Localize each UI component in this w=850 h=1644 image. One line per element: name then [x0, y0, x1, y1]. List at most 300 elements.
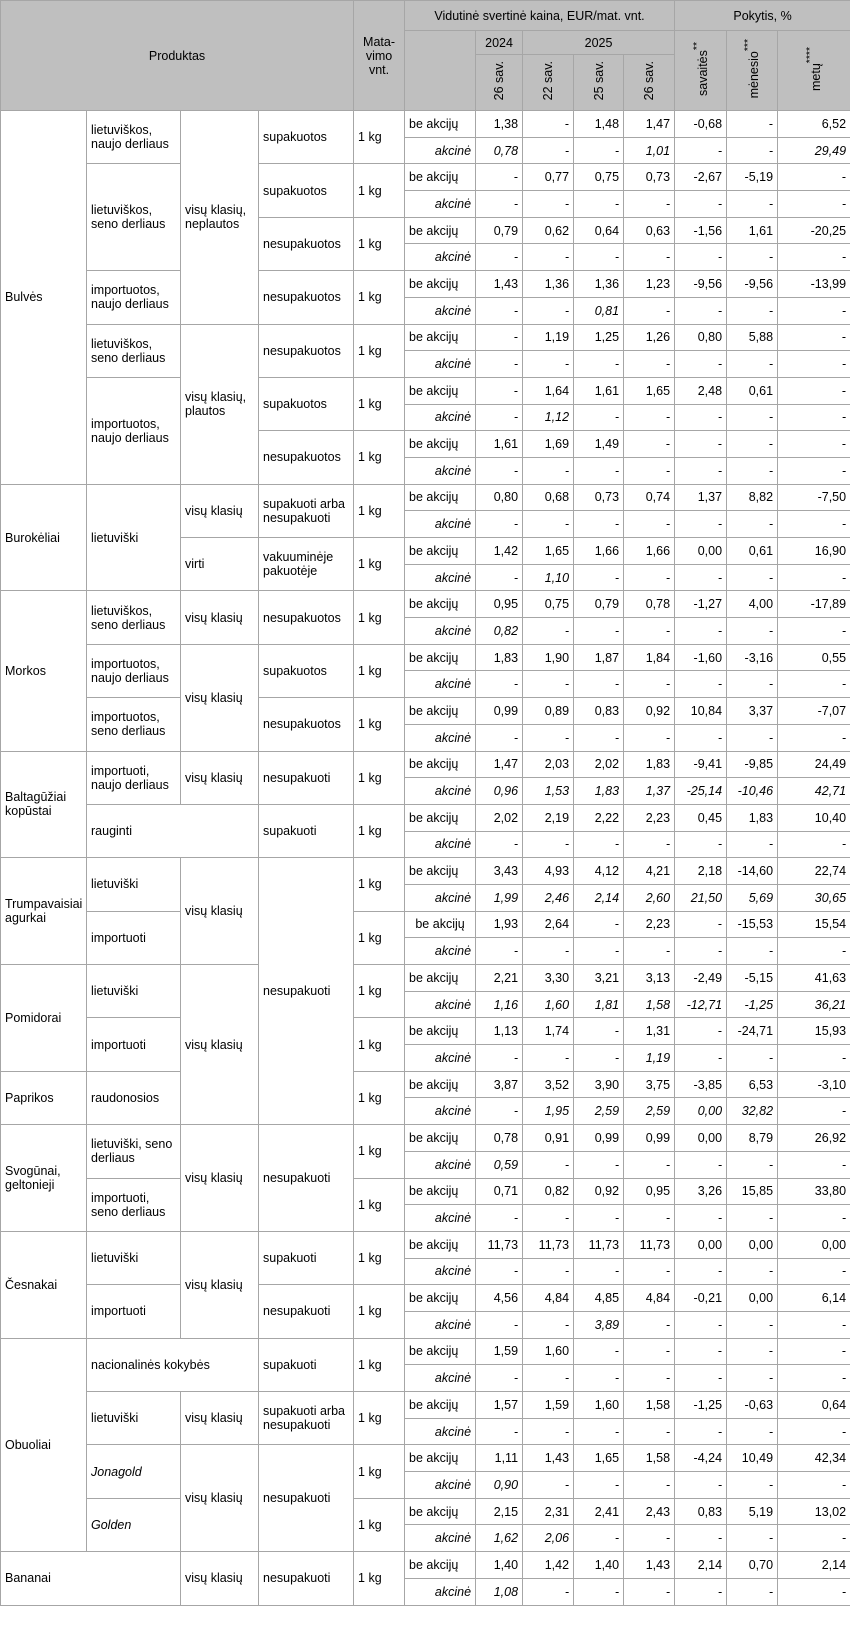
price-2024-w26: 0,80: [476, 484, 523, 511]
price-2025-w22: 2,06: [523, 1525, 574, 1552]
change-week: -9,56: [675, 271, 727, 298]
price-2025-w25: 4,85: [574, 1285, 624, 1312]
price-2025-w26: 0,74: [624, 484, 675, 511]
change-week: -: [675, 1365, 727, 1392]
price-type-be-akciju: be akcijų: [405, 431, 476, 458]
change-month: 5,19: [727, 1498, 778, 1525]
price-2025-w26: 11,73: [624, 1231, 675, 1258]
change-year: -: [778, 1311, 850, 1338]
price-2025-w22: 1,53: [523, 778, 574, 805]
price-type-akcine: akcinė: [405, 831, 476, 858]
change-month: -: [727, 511, 778, 538]
change-week: -1,27: [675, 591, 727, 618]
price-2024-w26: 1,99: [476, 884, 523, 911]
change-year: -3,10: [778, 1071, 850, 1098]
change-year: -: [778, 1418, 850, 1445]
change-month: -: [727, 1151, 778, 1178]
change-year: -: [778, 244, 850, 271]
origin-cell: importuoti: [87, 911, 181, 964]
price-2025-w25: -: [574, 191, 624, 218]
header-matavimo-line2: vimo: [365, 48, 393, 63]
price-2025-w22: 2,31: [523, 1498, 574, 1525]
change-year: -7,07: [778, 698, 850, 725]
change-month: -: [727, 351, 778, 378]
price-2024-w26: 4,56: [476, 1285, 523, 1312]
price-2025-w25: -: [574, 938, 624, 965]
origin-cell: importuoti, seno derliaus: [87, 1178, 181, 1231]
price-2024-w26: -: [476, 1365, 523, 1392]
price-type-akcine: akcinė: [405, 671, 476, 698]
origin-cell: raudonosios: [87, 1071, 181, 1124]
change-year: -: [778, 511, 850, 538]
packaging-cell: supakuoti: [259, 1231, 354, 1284]
header-matavimo-line3: vnt.: [368, 62, 390, 77]
price-2024-w26: 1,93: [476, 911, 523, 938]
price-2025-w25: 3,89: [574, 1311, 624, 1338]
price-type-akcine: akcinė: [405, 191, 476, 218]
price-2025-w26: -: [624, 1472, 675, 1499]
price-2025-w22: -: [523, 618, 574, 645]
price-2025-w22: 1,42: [523, 1552, 574, 1579]
change-month: 0,61: [727, 377, 778, 404]
price-2024-w26: -: [476, 164, 523, 191]
price-2025-w26: 0,92: [624, 698, 675, 725]
price-2025-w26: -: [624, 1365, 675, 1392]
price-type-be-akciju: be akcijų: [405, 1552, 476, 1579]
price-type-be-akciju: be akcijų: [405, 111, 476, 138]
price-2025-w22: -: [523, 511, 574, 538]
price-2025-w26: -: [624, 938, 675, 965]
price-2025-w25: 2,41: [574, 1498, 624, 1525]
table-row: [1, 911, 850, 938]
packaging-cell: supakuotos: [259, 111, 354, 164]
change-year: -: [778, 164, 850, 191]
price-2025-w25: 4,12: [574, 858, 624, 885]
origin-cell: lietuviškos, seno derliaus: [87, 324, 181, 377]
table-row: [1, 1498, 850, 1525]
change-month: -15,53: [727, 911, 778, 938]
price-2024-w26: 2,21: [476, 965, 523, 992]
price-2025-w25: -: [574, 244, 624, 271]
change-week: 0,00: [675, 538, 727, 565]
price-2025-w26: -: [624, 191, 675, 218]
packaging-cell: vakuuminėje pakuotėje: [259, 538, 354, 591]
table-row: [1, 111, 850, 138]
price-2025-w25: 0,64: [574, 217, 624, 244]
price-2025-w26: -: [624, 511, 675, 538]
header-metu-label: metų: [809, 63, 824, 91]
price-2024-w26: -: [476, 1311, 523, 1338]
change-month: 15,85: [727, 1178, 778, 1205]
price-type-akcine: akcinė: [405, 1151, 476, 1178]
price-2025-w26: 1,58: [624, 991, 675, 1018]
change-year: 26,92: [778, 1125, 850, 1152]
price-2025-w25: 1,65: [574, 1445, 624, 1472]
packaging-cell: nesupakuotos: [259, 271, 354, 324]
price-type-be-akciju: be akcijų: [405, 377, 476, 404]
unit-cell: 1 kg: [354, 431, 405, 484]
price-2025-w22: 0,62: [523, 217, 574, 244]
price-type-akcine: akcinė: [405, 1098, 476, 1125]
price-2024-w26: -: [476, 191, 523, 218]
change-year: -: [778, 1578, 850, 1605]
unit-cell: 1 kg: [354, 698, 405, 751]
price-type-be-akciju: be akcijų: [405, 217, 476, 244]
change-year: -: [778, 1151, 850, 1178]
header-year-2025: 2025: [523, 31, 675, 55]
price-type-be-akciju: be akcijų: [405, 1285, 476, 1312]
change-month: -: [727, 111, 778, 138]
price-2025-w26: -: [624, 431, 675, 458]
price-2024-w26: 0,78: [476, 137, 523, 164]
price-2025-w26: -: [624, 1151, 675, 1178]
class-cell: visų klasių: [181, 1552, 259, 1605]
price-type-be-akciju: be akcijų: [405, 698, 476, 725]
change-week: -: [675, 351, 727, 378]
price-2024-w26: 1,43: [476, 271, 523, 298]
origin-cell: lietuviški: [87, 484, 181, 591]
price-2024-w26: 1,40: [476, 1552, 523, 1579]
price-type-akcine: akcinė: [405, 1472, 476, 1499]
origin-cell: importuoti: [87, 1285, 181, 1338]
price-2025-w22: 2,03: [523, 751, 574, 778]
change-week: -: [675, 1472, 727, 1499]
price-2024-w26: -: [476, 324, 523, 351]
price-2025-w22: -: [523, 671, 574, 698]
unit-cell: 1 kg: [354, 324, 405, 377]
change-month: -: [727, 1205, 778, 1232]
packaging-cell: supakuotos: [259, 644, 354, 697]
change-year: 2,14: [778, 1552, 850, 1579]
price-2025-w22: -: [523, 351, 574, 378]
header-savaites-label: savaitės: [696, 50, 711, 96]
class-cell: visų klasių: [181, 965, 259, 1125]
change-year: 6,14: [778, 1285, 850, 1312]
price-type-akcine: akcinė: [405, 457, 476, 484]
price-2025-w22: 0,82: [523, 1178, 574, 1205]
change-week: 10,84: [675, 698, 727, 725]
change-week: -: [675, 1578, 727, 1605]
table-row: [1, 965, 850, 992]
product-baltaguziai: Baltagūžiai kopūstai: [1, 751, 87, 858]
price-type-be-akciju: be akcijų: [405, 324, 476, 351]
header-menesio: [727, 31, 778, 111]
change-week: 0,00: [675, 1125, 727, 1152]
price-2025-w26: 1,66: [624, 538, 675, 565]
change-month: 0,70: [727, 1552, 778, 1579]
price-type-be-akciju: be akcijų: [405, 591, 476, 618]
price-2025-w26: -: [624, 1578, 675, 1605]
change-week: -0,21: [675, 1285, 727, 1312]
price-2024-w26: 0,82: [476, 618, 523, 645]
price-2025-w22: 4,93: [523, 858, 574, 885]
price-2025-w22: 0,68: [523, 484, 574, 511]
origin-cell: rauginti: [87, 804, 259, 857]
change-year: 33,80: [778, 1178, 850, 1205]
price-type-akcine: akcinė: [405, 1258, 476, 1285]
change-week: -2,49: [675, 965, 727, 992]
change-month: -: [727, 1578, 778, 1605]
change-week: -1,25: [675, 1392, 727, 1419]
price-2025-w22: 2,46: [523, 884, 574, 911]
price-2025-w22: -: [523, 1205, 574, 1232]
price-2025-w25: -: [574, 404, 624, 431]
price-2025-w25: -: [574, 351, 624, 378]
price-type-akcine: akcinė: [405, 297, 476, 324]
table-row: [1, 644, 850, 671]
change-year: 15,54: [778, 911, 850, 938]
change-week: 3,26: [675, 1178, 727, 1205]
price-2025-w25: -: [574, 1151, 624, 1178]
price-2025-w25: -: [574, 511, 624, 538]
price-2025-w26: -: [624, 671, 675, 698]
class-cell: visų klasių: [181, 1445, 259, 1552]
class-cell: virti: [181, 538, 259, 591]
class-cell: visų klasių: [181, 484, 259, 537]
change-year: 0,00: [778, 1231, 850, 1258]
table-row: [1, 271, 850, 298]
change-month: 3,37: [727, 698, 778, 725]
class-cell: visų klasių: [181, 1392, 259, 1445]
price-2024-w26: -: [476, 1418, 523, 1445]
change-month: -: [727, 1472, 778, 1499]
unit-cell: 1 kg: [354, 1178, 405, 1231]
price-2025-w25: 1,66: [574, 538, 624, 565]
packaging-cell: supakuoti: [259, 804, 354, 857]
unit-cell: 1 kg: [354, 1552, 405, 1605]
price-2025-w25: -: [574, 1578, 624, 1605]
price-2025-w25: -: [574, 1018, 624, 1045]
change-week: 0,00: [675, 1098, 727, 1125]
price-2025-w26: 0,73: [624, 164, 675, 191]
change-month: -: [727, 244, 778, 271]
product-morkos: Morkos: [1, 591, 87, 751]
price-type-be-akciju: be akcijų: [405, 1018, 476, 1045]
price-2024-w26: 1,62: [476, 1525, 523, 1552]
change-year: -: [778, 1472, 850, 1499]
price-2025-w26: 1,58: [624, 1392, 675, 1419]
table-row: [1, 751, 850, 778]
price-2024-w26: -: [476, 831, 523, 858]
header-produktas: Produktas: [1, 1, 354, 111]
price-2024-w26: 2,02: [476, 804, 523, 831]
change-month: 8,79: [727, 1125, 778, 1152]
class-cell: visų klasių, neplautos: [181, 111, 259, 325]
price-2024-w26: -: [476, 404, 523, 431]
price-2025-w25: -: [574, 1418, 624, 1445]
change-month: -: [727, 1338, 778, 1365]
origin-cell: lietuviškos, naujo derliaus: [87, 111, 181, 164]
unit-cell: 1 kg: [354, 1231, 405, 1284]
product-svogunai: Svogūnai, geltonieji: [1, 1125, 87, 1232]
price-type-be-akciju: be akcijų: [405, 965, 476, 992]
table-body: [1, 111, 850, 1606]
change-year: -: [778, 831, 850, 858]
change-month: -9,56: [727, 271, 778, 298]
packaging-cell: supakuoti arba nesupakuoti: [259, 484, 354, 537]
table-row: [1, 858, 850, 885]
unit-cell: 1 kg: [354, 911, 405, 964]
origin-cell: lietuviški: [87, 1392, 181, 1445]
price-2025-w26: -: [624, 1418, 675, 1445]
packaging-cell: supakuoti arba nesupakuoti: [259, 1392, 354, 1445]
price-2025-w25: 11,73: [574, 1231, 624, 1258]
change-week: -: [675, 191, 727, 218]
packaging-cell: supakuoti: [259, 1338, 354, 1391]
price-2025-w26: 1,19: [624, 1045, 675, 1072]
origin-cell: lietuviškos, seno derliaus: [87, 591, 181, 644]
class-cell: visų klasių: [181, 1125, 259, 1232]
packaging-cell: nesupakuotos: [259, 217, 354, 270]
price-2025-w26: 1,37: [624, 778, 675, 805]
change-year: -: [778, 1098, 850, 1125]
price-2024-w26: 11,73: [476, 1231, 523, 1258]
header-matavimo-line1: Mata-: [363, 34, 395, 49]
change-week: 2,18: [675, 858, 727, 885]
price-2025-w25: 1,87: [574, 644, 624, 671]
change-year: 16,90: [778, 538, 850, 565]
price-type-be-akciju: be akcijų: [405, 271, 476, 298]
change-year: -: [778, 724, 850, 751]
change-month: -: [727, 431, 778, 458]
header-week-25: [574, 55, 624, 111]
price-2025-w22: -: [523, 1151, 574, 1178]
price-2025-w26: 2,23: [624, 804, 675, 831]
change-year: -: [778, 1258, 850, 1285]
change-month: -: [727, 831, 778, 858]
price-2025-w26: -: [624, 244, 675, 271]
price-type-be-akciju: be akcijų: [405, 1338, 476, 1365]
price-type-akcine: akcinė: [405, 244, 476, 271]
unit-cell: 1 kg: [354, 271, 405, 324]
price-2025-w22: 2,19: [523, 804, 574, 831]
header-week-26: [624, 55, 675, 111]
price-2025-w22: 0,89: [523, 698, 574, 725]
price-2025-w25: 2,02: [574, 751, 624, 778]
price-2024-w26: 1,42: [476, 538, 523, 565]
unit-cell: 1 kg: [354, 751, 405, 804]
unit-cell: 1 kg: [354, 217, 405, 270]
price-type-akcine: akcinė: [405, 938, 476, 965]
origin-cell: lietuviški: [87, 1231, 181, 1284]
price-2025-w22: 1,60: [523, 991, 574, 1018]
price-2025-w26: -: [624, 457, 675, 484]
price-type-akcine: akcinė: [405, 1418, 476, 1445]
change-month: 32,82: [727, 1098, 778, 1125]
change-week: -: [675, 244, 727, 271]
change-year: -: [778, 1365, 850, 1392]
header-pokytis: Pokytis, %: [675, 1, 850, 31]
change-week: -: [675, 1018, 727, 1045]
product-obuoliai: Obuoliai: [1, 1338, 87, 1552]
change-week: 0,00: [675, 1231, 727, 1258]
price-2025-w26: 2,43: [624, 1498, 675, 1525]
change-year: -: [778, 324, 850, 351]
change-month: -: [727, 137, 778, 164]
price-2024-w26: 0,59: [476, 1151, 523, 1178]
price-2025-w26: -: [624, 831, 675, 858]
price-2025-w22: 1,59: [523, 1392, 574, 1419]
price-2024-w26: 1,13: [476, 1018, 523, 1045]
header-year-2024: 2024: [476, 31, 523, 55]
price-2025-w22: 0,77: [523, 164, 574, 191]
price-2025-w22: -: [523, 1472, 574, 1499]
price-2025-w26: -: [624, 1258, 675, 1285]
change-week: 1,37: [675, 484, 727, 511]
change-week: 21,50: [675, 884, 727, 911]
price-2024-w26: -: [476, 244, 523, 271]
change-week: -: [675, 404, 727, 431]
packaging-cell: nesupakuoti: [259, 1285, 354, 1338]
table-row: [1, 1018, 850, 1045]
origin-cell: importuotos, naujo derliaus: [87, 644, 181, 697]
price-2025-w26: 2,23: [624, 911, 675, 938]
change-week: -3,85: [675, 1071, 727, 1098]
price-2024-w26: 0,96: [476, 778, 523, 805]
price-2025-w22: 0,75: [523, 591, 574, 618]
price-2024-w26: 1,59: [476, 1338, 523, 1365]
table-row: [1, 324, 850, 351]
packaging-cell: nesupakuoti: [259, 1552, 354, 1605]
price-2025-w26: 1,83: [624, 751, 675, 778]
change-month: -: [727, 671, 778, 698]
price-2025-w25: -: [574, 724, 624, 751]
price-2025-w26: -: [624, 1205, 675, 1232]
change-year: -: [778, 191, 850, 218]
packaging-cell: supakuotos: [259, 377, 354, 430]
header-matavimo-vnt: [354, 1, 405, 111]
origin-cell: Golden: [87, 1498, 181, 1551]
change-year: 36,21: [778, 991, 850, 1018]
change-week: -1,56: [675, 217, 727, 244]
price-type-be-akciju: be akcijų: [405, 751, 476, 778]
price-2024-w26: -: [476, 1258, 523, 1285]
price-2025-w26: -: [624, 618, 675, 645]
price-2025-w22: -: [523, 297, 574, 324]
price-type-akcine: akcinė: [405, 724, 476, 751]
class-cell: visų klasių: [181, 1231, 259, 1338]
header-kaina: Vidutinė svertinė kaina, EUR/mat. vnt.: [405, 1, 675, 31]
change-year: 41,63: [778, 965, 850, 992]
unit-cell: 1 kg: [354, 1338, 405, 1391]
unit-cell: 1 kg: [354, 111, 405, 164]
change-week: -12,71: [675, 991, 727, 1018]
price-2025-w25: 0,73: [574, 484, 624, 511]
price-2025-w25: -: [574, 1338, 624, 1365]
change-month: -: [727, 564, 778, 591]
change-week: -: [675, 1205, 727, 1232]
price-2025-w26: 3,13: [624, 965, 675, 992]
packaging-cell: nesupakuotos: [259, 324, 354, 377]
unit-cell: 1 kg: [354, 1071, 405, 1124]
price-2024-w26: -: [476, 457, 523, 484]
change-month: 0,61: [727, 538, 778, 565]
header-week-26-label: 26 sav.: [642, 61, 657, 101]
price-2025-w26: 1,84: [624, 644, 675, 671]
table-row: [1, 1125, 850, 1152]
origin-cell: importuotos, naujo derliaus: [87, 377, 181, 484]
price-2024-w26: -: [476, 511, 523, 538]
packaging-cell: nesupakuoti: [259, 1445, 354, 1552]
change-month: -: [727, 1365, 778, 1392]
price-2025-w25: 1,48: [574, 111, 624, 138]
change-week: -: [675, 431, 727, 458]
price-type-akcine: akcinė: [405, 1205, 476, 1232]
change-month: 0,00: [727, 1231, 778, 1258]
change-week: -2,67: [675, 164, 727, 191]
price-2024-w26: 1,08: [476, 1578, 523, 1605]
price-2024-w26: -: [476, 564, 523, 591]
